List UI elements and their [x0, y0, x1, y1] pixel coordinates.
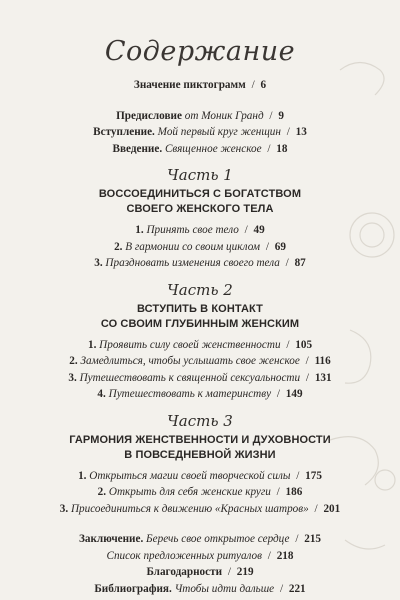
- page-number: 6: [260, 79, 267, 91]
- page-number: 186: [285, 486, 303, 498]
- part-heading[interactable]: [0, 187, 400, 217]
- toc-entry-rituals[interactable]: [0, 548, 400, 565]
- chapter-number: 1.: [87, 338, 97, 351]
- toc-entry-chapter[interactable]: [0, 484, 400, 501]
- separator: /: [276, 388, 280, 400]
- page-number: 105: [295, 338, 313, 351]
- page-number: 13: [295, 126, 307, 138]
- page-number: 18: [276, 142, 288, 155]
- page-title: Содержание: [104, 36, 296, 67]
- part-heading-line: ВОССОЕДИНИТЬСЯ С БОГАТСТВОМ: [98, 188, 302, 200]
- part-heading[interactable]: [0, 302, 400, 332]
- part-heading-line: СО СВОИМ ГЛУБИННЫМ ЖЕНСКИМ: [100, 317, 300, 330]
- toc-entry-chapter[interactable]: [0, 501, 400, 518]
- toc-entry-thanks[interactable]: [0, 564, 400, 581]
- entry-label: Предисловие: [116, 109, 182, 122]
- separator: /: [251, 79, 255, 91]
- chapter-title: Путешествовать к священной сексуальности: [79, 371, 301, 384]
- separator: /: [276, 486, 280, 498]
- toc-entry-chapter[interactable]: [0, 353, 400, 370]
- entry-label: Библиография.: [94, 582, 172, 595]
- separator: /: [269, 109, 273, 122]
- chapter-title: Принять свое тело: [146, 224, 239, 236]
- chapter-number: 4.: [97, 388, 106, 400]
- separator: /: [286, 338, 290, 351]
- entry-subtitle: Список предложенных ритуалов: [106, 549, 262, 562]
- separator: /: [265, 240, 269, 253]
- entry-subtitle: от Моник Гранд: [184, 109, 264, 122]
- part-heading-line: СВОЕГО ЖЕНСКОГО ТЕЛА: [126, 203, 274, 215]
- page-number: 221: [288, 582, 306, 595]
- toc-entry-chapter[interactable]: [0, 239, 400, 256]
- page-number: 149: [285, 388, 303, 400]
- chapter-number: 3.: [68, 371, 77, 384]
- page-number: 69: [274, 240, 286, 253]
- toc-entry-opening[interactable]: [0, 124, 400, 141]
- chapter-number: 2.: [114, 240, 123, 253]
- toc-entry-foreword[interactable]: [0, 108, 400, 125]
- page-number: 201: [323, 502, 341, 515]
- part-1: [0, 165, 400, 272]
- chapter-title: Открыть для себя женские круги: [108, 486, 271, 498]
- page-number: 219: [236, 566, 254, 578]
- separator: /: [279, 582, 284, 595]
- page-number: 49: [253, 224, 265, 236]
- part-title: Часть 3: [167, 411, 233, 430]
- chapter-title: Путешествовать к материнству: [108, 388, 272, 400]
- page-number: 215: [304, 533, 322, 545]
- entry-subtitle: Беречь свое открытое сердце: [146, 533, 290, 545]
- toc-entry-pictograms[interactable]: [0, 77, 400, 94]
- chapter-title: Проявить силу своей женственности: [99, 338, 281, 351]
- chapter-title: Праздновать изменения своего тела: [105, 257, 280, 269]
- toc-entry-introduction[interactable]: [0, 141, 400, 158]
- entry-label: Вступление.: [93, 126, 155, 138]
- chapter-number: 2.: [97, 486, 107, 498]
- separator: /: [305, 355, 309, 367]
- chapter-number: 1.: [135, 224, 144, 236]
- front-matter: [0, 108, 400, 158]
- separator: /: [285, 257, 289, 269]
- chapter-title: В гармонии со своим циклом: [125, 240, 261, 253]
- separator: /: [267, 142, 271, 155]
- part-heading-line: ВСТУПИТЬ В КОНТАКТ: [137, 302, 263, 315]
- toc-entry-conclusion[interactable]: [0, 531, 400, 548]
- toc-entry-chapter[interactable]: [0, 370, 400, 387]
- chapter-number: 3.: [59, 502, 69, 515]
- part-title: Часть 1: [167, 166, 233, 184]
- page-number: 87: [294, 257, 306, 269]
- toc-entry-chapter[interactable]: [0, 386, 400, 403]
- page-number: 116: [314, 355, 331, 367]
- separator: /: [286, 126, 290, 138]
- separator: /: [267, 549, 271, 562]
- back-matter: [0, 531, 400, 597]
- separator: /: [227, 566, 231, 578]
- chapter-number: 3.: [94, 257, 103, 269]
- part-heading[interactable]: [0, 433, 400, 463]
- part-3: [0, 411, 400, 518]
- page-number: 9: [278, 109, 284, 122]
- part-title: Часть 2: [167, 280, 233, 299]
- chapter-title: Замедлиться, чтобы услышать свое женское: [80, 355, 300, 367]
- entry-subtitle: Мой первый круг женщин: [157, 126, 281, 138]
- page-number: 218: [276, 549, 294, 562]
- part-2: [0, 280, 400, 403]
- part-heading-line: В ПОВСЕДНЕВНОЙ ЖИЗНИ: [124, 448, 276, 461]
- entry-label: Значение пиктограмм: [133, 79, 246, 91]
- toc-entry-chapter[interactable]: [0, 337, 400, 354]
- toc-entry-chapter[interactable]: [0, 255, 400, 272]
- entry-label: Благодарности: [146, 566, 223, 578]
- entry-label: Введение.: [112, 142, 163, 155]
- chapter-number: 2.: [69, 355, 78, 367]
- separator: /: [305, 371, 310, 384]
- page-number: 175: [305, 469, 322, 482]
- separator: /: [296, 469, 300, 482]
- toc-entry-bibliography[interactable]: [0, 581, 400, 598]
- page-number: 131: [314, 371, 332, 384]
- entry-subtitle: Священное женское: [164, 142, 262, 155]
- toc-entry-chapter[interactable]: [0, 222, 400, 239]
- toc-entry-chapter[interactable]: [0, 468, 400, 485]
- part-heading-line: ГАРМОНИЯ ЖЕНСТВЕННОСТИ И ДУХОВНОСТИ: [69, 433, 331, 446]
- separator: /: [244, 224, 248, 236]
- entry-label: Заключение.: [78, 533, 144, 545]
- entry-subtitle: Чтобы идти дальше: [174, 582, 275, 595]
- chapter-number: 1.: [78, 469, 87, 482]
- separator: /: [295, 533, 299, 545]
- chapter-title: Присоединиться к движению «Красных шатров»: [70, 502, 309, 515]
- separator: /: [314, 502, 318, 515]
- chapter-title: Открыться магии своей творческой силы: [89, 469, 291, 482]
